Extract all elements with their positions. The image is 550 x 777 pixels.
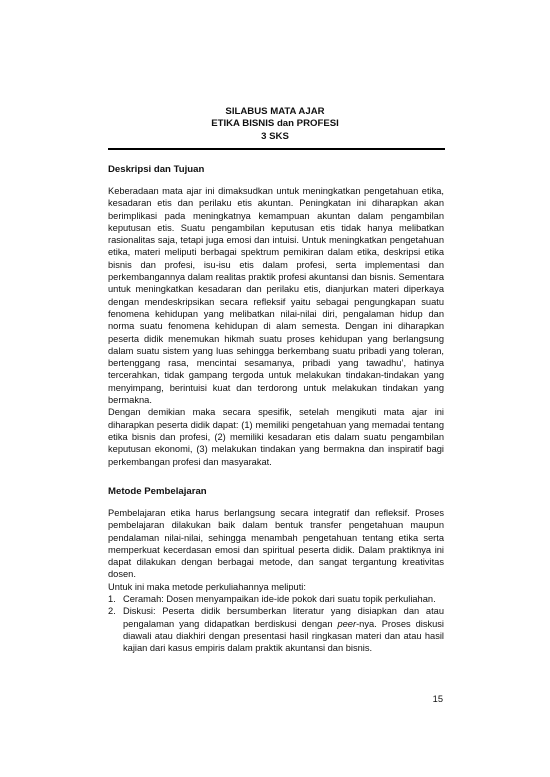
title-divider (108, 148, 445, 150)
description-text (108, 185, 444, 468)
list-item-number: 1. (108, 594, 116, 604)
list-item (108, 593, 444, 605)
list-item-number: 2. (108, 606, 116, 617)
list-item-text-end: -nya. Proses diskusi diawali atau diakhiri dengan presentasi hasil ringkasan materi dan atau hasil kajian dari kasus empiris dalam praktik akuntansi dan bisnis. (123, 618, 445, 654)
section-heading-description: Deskripsi dan Tujuan (108, 164, 205, 175)
method-paragraph-1: Pembelajaran etika harus berlangsung secara integratif dan refleksif. Proses pembelajaran dilakukan baik dalam bentuk transfer pengetahuan maupun pendalaman nilai-nilai, sehingga menambah pengetahuan tentang etika serta memperkuat kecerdasan emosi dan spiritual peserta didik. Dalam praktiknya ini dapat dilakukan dengan berbagai metode, dan sangat tergantung kreativitas dosen. (108, 508, 444, 580)
section-heading-method: Metode Pembelajaran (108, 486, 207, 497)
list-item-text-start: Diskusi: Peserta didik bersumberkan literatur yang disiapkan dan atau pengalaman yang didapatkan berdiskusi dengan (123, 606, 444, 629)
list-item (108, 605, 444, 654)
method-text (108, 507, 444, 593)
page-number: 15 (432, 694, 443, 704)
description-paragraph-2: Dengan demikian maka secara spesifik, setelah mengikuti mata ajar ini diharapkan peserta didik dapat: (1) memiliki pengetahuan yang memadai tentang etika bisnis dan profesi, (2) memiliki kesadaran etis dalam suatu pengambilan keputusan ekonomi, (3) melakukan tindakan yang bermakna dan inspiratif bagi perkembangan profesi dan masyarakat. (108, 407, 444, 467)
method-list (108, 593, 444, 654)
description-paragraph-1: Keberadaan mata ajar ini dimaksudkan untuk meningkatkan pengetahuan etika, kesadaran etis dan perilaku etis akuntan. Peningkatan ini diharapkan akan berimplikasi pada meningkatnya kemampuan akuntan dalam pengambilan keputusan etis. Suatu pengambilan keputusan etis tidak hanya melibatkan rasionalitas saja, tetapi juga emosi dan intuisi. Untuk meningkatkan pengetahuan etika, materi meliputi berbagai spektrum pemikiran dalam etika, deskripsi etika bisnis dan profesi, isu-isu etis dalam profesi, serta implementasi dan perkembangannya dalam realitas praktik profesi akuntansi dan bisnis. Sementara untuk meningkatkan kesadaran dan perilaku etis, dianjurkan materi diperkaya dengan mendeskripsikan secara refleksif yaitu sebagai pengungkapan suatu fenomena kehidupan yang melibatkan nilai-nilai diri, pengalaman hidup dan norma suatu fenomena kehidupan di alam semesta. Dengan ini diharapkan peserta didik menemukan hikmah suatu proses kehidupan yang berlangsung dalam suatu sistem yang luas sehingga berkembang suatu pribadi yang toleran, bertenggang rasa, mencintai sesamanya, pribadi yang tawadhu’, hatinya tercerahkan, tidak gampang tergoda untuk melakukan tindakan-tindakan yang menyimpang, berintuisi kuat dan terdorong untuk melakukan tindakan yang bermakna. (108, 186, 444, 406)
list-item-text (123, 606, 444, 653)
title-line-1: SILABUS MATA AJAR (225, 106, 325, 117)
title-line-2: ETIKA BISNIS dan PROFESI (211, 118, 339, 130)
syllabus-title (0, 106, 550, 143)
list-item-text: Ceramah: Dosen menyampaikan ide-ide pokok dari suatu topik perkuliahan. (123, 594, 436, 604)
method-paragraph-2: Untuk ini maka metode perkuliahannya meliputi: (108, 581, 306, 592)
list-item-text-italic: peer (337, 618, 357, 629)
title-line-3: 3 SKS (261, 130, 289, 142)
